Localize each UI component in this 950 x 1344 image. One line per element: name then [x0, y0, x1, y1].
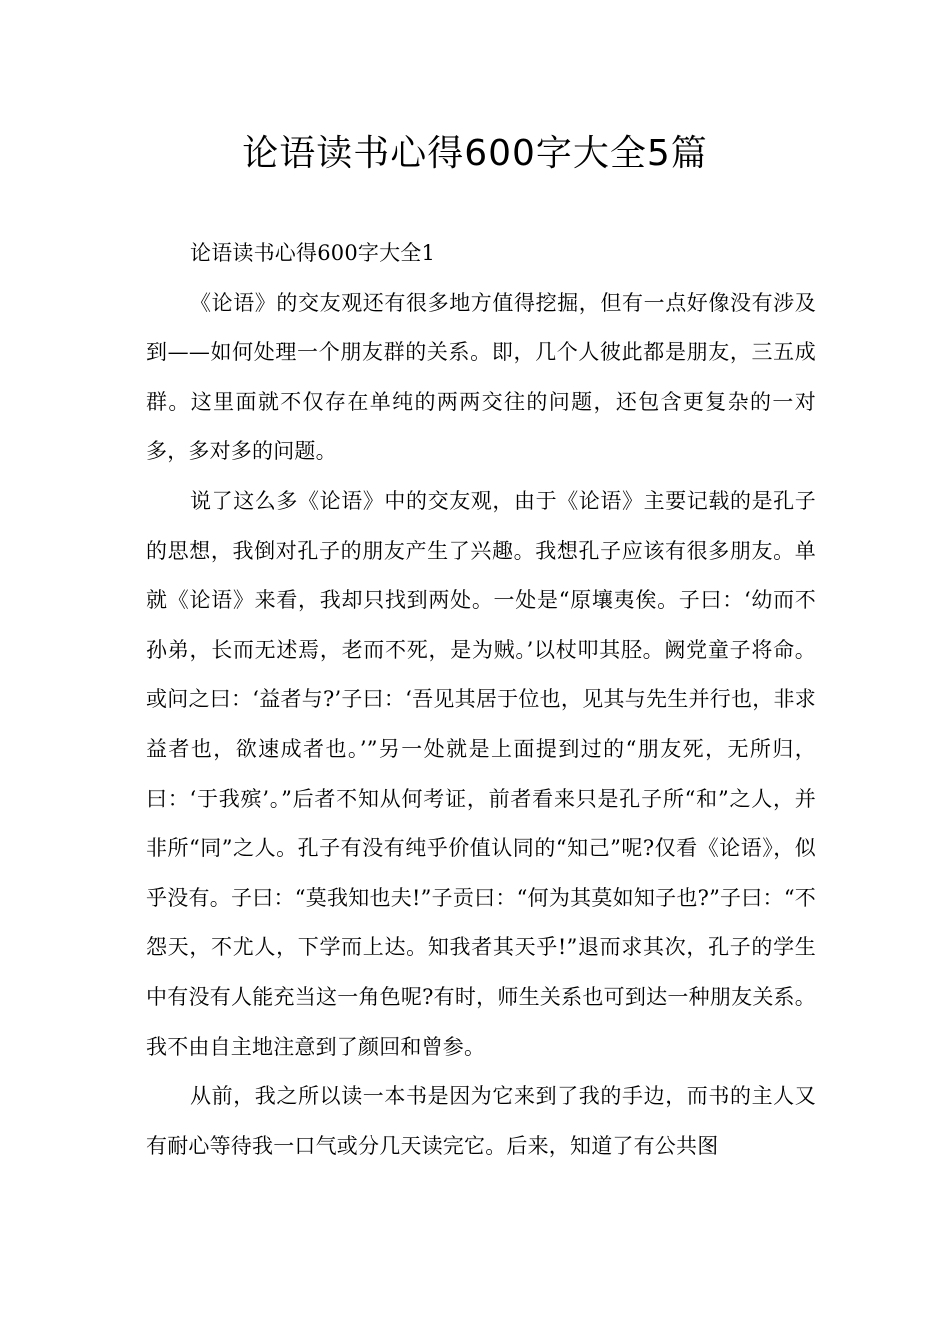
- paragraph: 说了这么多《论语》中的交友观，由于《论语》主要记载的是孔子的思想，我倒对孔子的朋友产生了兴趣。我想孔子应该有很多朋友。单就《论语》来看，我却只找到两处。一处是“原壤夷俟。子曰：‘幼而不孙弟，长而无述焉，老而不死，是为贼。’以杖叩其胫。阙党童子将命。或问之曰：‘益者与?’子曰：‘吾见其居于位也，见其与先生并行也，非求益者也，欲速成者也。’”另一处就是上面提到过的“朋友死，无所归，曰：‘于我殡’。”后者不知从何考证，前者看来只是孔子所“和”之人，并非所“同”之人。孔子有没有纯乎价值认同的“知己”呢?仅看《论语》，似乎没有。子曰：“莫我知也夫!”子贡曰：“何为其莫如知子也?”子曰：“不怨天，不尤人，下学而上达。知我者其天乎!”退而求其次，孔子的学生中有没有人能充当这一角色呢?有时，师生关系也可到达一种朋友关系。我不由自主地注意到了颜回和曾参。: [146, 488, 816, 1059]
- document-title: 论语读书心得600字大全5篇: [242, 133, 708, 174]
- document-body: [146, 229, 816, 1171]
- section-heading: 论语读书心得600字大全1: [190, 241, 436, 265]
- paragraph: 《论语》的交友观还有很多地方值得挖掘，但有一点好像没有涉及到——如何处理一个朋友群的关系。即，几个人彼此都是朋友，三五成群。这里面就不仅存在单纯的两两交往的问题，还包含更复杂的一对多，多对多的问题。: [146, 290, 816, 464]
- paragraph: 从前，我之所以读一本书是因为它来到了我的手边，而书的主人又有耐心等待我一口气或分几天读完它。后来，知道了有公共图: [146, 1084, 816, 1158]
